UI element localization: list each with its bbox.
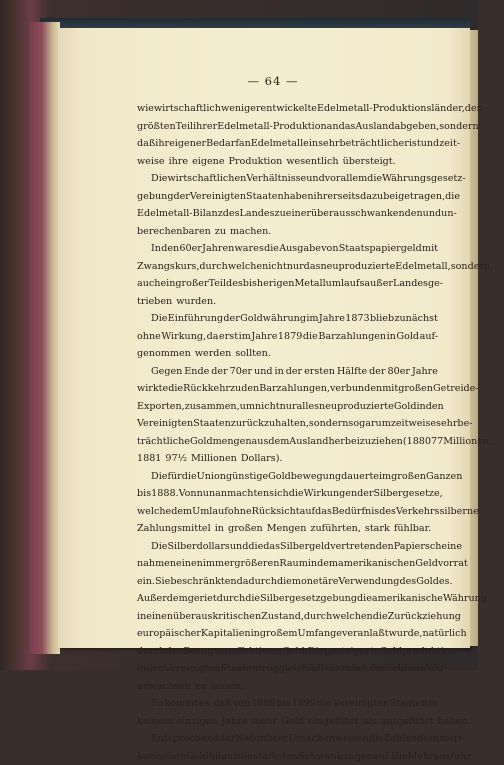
text-line: ohne Wirkung, da erst im Jahre 1879 die Barzahlungen in Gold auf- — [137, 328, 438, 346]
text-line: nahmen einen immer größeren Raum in dem amerikanischen Geldvorrat — [137, 555, 438, 573]
text-line: bis 1888. Von nun an machten sich die Wirkungen der Silbergesetze, — [137, 485, 438, 503]
text-line: größten Teil ihrer Edelmetall-Produktion an das Ausland abgeben, sondern — [137, 118, 438, 136]
text-line: Die Silberdollars und die das Silbergeld vertretenden Papierscheine — [137, 538, 438, 556]
text-line: trieben wurden. — [137, 293, 438, 311]
text-line: Zahlungsmittel in großen Mengen zuführten, stark fühlbar. — [137, 520, 438, 538]
text-line: welche dem Umlauf ohne Rücksicht auf das Bedürfnis des Verkehrs silberne — [137, 503, 438, 521]
text-line: europäischer Kapitalien in großem Umfange veranlaßt wurde, natürlich — [137, 625, 438, 643]
text-line: Edelmetall-Bilanz des Landes zu einer überaus schwankenden und un- — [137, 205, 438, 223]
text-line: weise ihre eigene Produktion wesentlich übersteigt. — [137, 153, 438, 171]
text-line: in einen überaus kritischen Zustand, durch welchen die Zurückziehung — [137, 608, 438, 626]
text-line: in den Vereinigten Staaten trug gleichfalls dazu bei, die Goldausfuhr — [137, 660, 438, 678]
body-text — [137, 100, 438, 765]
text-line: wie wirtschaftlich weniger entwickelte Edelmetall-Produktionsländer, den — [137, 100, 438, 118]
text-line: trächtliche Goldmengen aus dem Ausland herbeizuziehen (1880 77 Millionen, — [137, 433, 438, 451]
text-line: Die für die Union günstige Goldbewegung dauerte im großen Ganzen — [137, 468, 438, 486]
text-line: 1881 97½ Millionen Dollars). — [137, 450, 438, 468]
text-line: genommen werden sollten. — [137, 345, 438, 363]
text-line: Gegen Ende der 70er und in der ersten Hälfte der 80er Jahre — [137, 363, 438, 381]
text-line: In den 60er Jahren war es die Ausgabe von Staatspapiergeld mit — [137, 240, 438, 258]
text-line: wirkte die Rückkehr zu den Barzahlungen, verbunden mit großen Getreide- — [137, 380, 438, 398]
text-line: keinem einzigen Jahre mehr Gold eingeführt als ausgeführt haben. — [137, 713, 438, 731]
text-line: daß ihr eigener Bedarf an Edelmetall ein sehr beträchtlicher ist und zeit- — [137, 135, 438, 153]
text-line: auch ein großer Teil des bisherigen Metallumlaufs außer Landes ge- — [137, 275, 438, 293]
book-binding — [30, 22, 60, 654]
text-line: ein. Sie beschränkten dadurch die monetäre Verwendung des Goldes. — [137, 573, 438, 591]
text-line: anwachsen zu lassen. — [137, 678, 438, 696]
text-line: Zwangskurs, durch welche nicht nur das neuproduzierte Edelmetall, sondern — [137, 258, 438, 276]
text-line: Entsprechend der Natur ihrer Ursachen weisen die Zahlen der ameri- — [137, 730, 438, 748]
text-line: durch den Bezug von effektivem Gold. Die gesteigerte Goldproduktion — [137, 643, 438, 661]
text-line: Vereinigten Staaten zurückzuhalten, sondern sogar um zeitweise sehr be- — [137, 415, 438, 433]
page-number: — 64 — — [58, 74, 488, 88]
text-line: berechenbaren zu machen. — [137, 223, 438, 241]
text-line: Die Einführung der Goldwährung im Jahre 1873 blieb zunächst — [137, 310, 438, 328]
text-line: Außerdem geriet durch die Silbergesetzgebung die amerikanische Währung — [137, 590, 438, 608]
text-line: gebung der Vereinigten Staaten haben ihrerseits dazu beigetragen, die — [137, 188, 438, 206]
text-line: Die wirtschaftlichen Verhältnisse und vor allem die Währungsgesetz- — [137, 170, 438, 188]
text-line: Exporten, zusammen, um nicht nur alles neuproduzierte Gold in den — [137, 398, 438, 416]
text-line: So kommt es, daß von 1889 bis 1895 die Vereinigten Staaten in — [137, 695, 438, 713]
text-line: kanischen Goldbilanz die stärksten Schwankungen auf. Die Mehrausfuhr — [137, 748, 438, 765]
